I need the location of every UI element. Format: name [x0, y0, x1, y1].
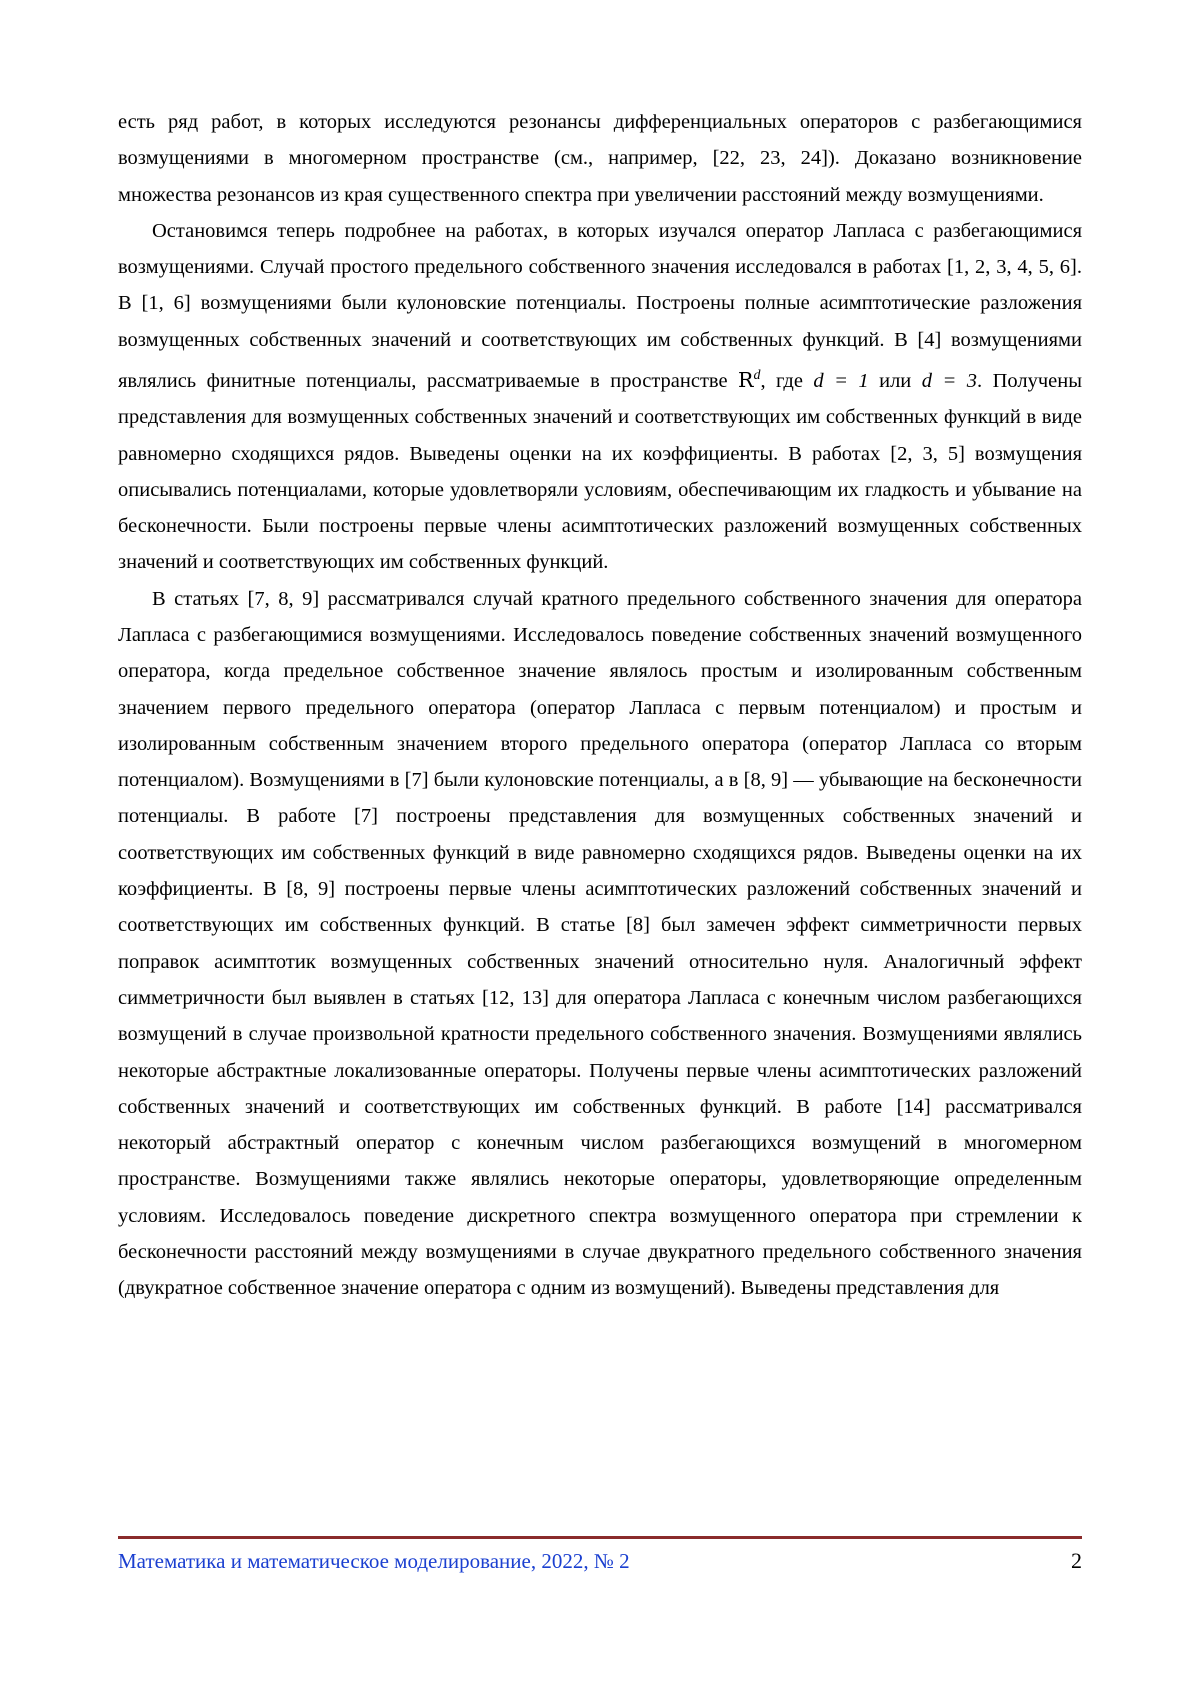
- page-content: [118, 104, 1082, 1307]
- math-space-exponent: d: [753, 368, 761, 384]
- page-footer: [118, 1548, 1082, 1574]
- footer-divider: [118, 1536, 1082, 1539]
- footer-journal-title: Математика и математическое моделирование, 2022, № 2: [118, 1549, 630, 1573]
- paragraph-1: есть ряд работ, в которых исследуются резонансы дифференциальных операторов с разбегающимися возмущениями в многомерном пространстве (см., например, [22, 23, 24]). Доказано возникновение множества резонансов из края существенного спектра при увеличении расстояний между возмущениями.: [118, 111, 1082, 206]
- math-space-symbol: [738, 367, 761, 392]
- paragraph-2-part-a: Остановимся теперь подробнее на работах, в которых изучался оператор Лапласа с разбегающимися возмущениями. Случай простого предельного собственного значения исследовался в работах [1, 2, 3, 4, 5, 6]. В [1, 6] возмущениями были кулоновские потенциалы. Построены полные асимптотические разложения возмущенных собственных значений и соответствующих им собственных функций. В [4] возмущениями являлись финитные потенциалы, рассматриваемые в пространстве: [118, 219, 1082, 392]
- paragraph-3: В статьях [7, 8, 9] рассматривался случай кратного предельного собственного значения для оператора Лапласа с разбегающимися возмущениями. Исследовалось поведение собственных значений возмущенного оператора, когда предельное собственное значение являлось простым и изолированным собственным значением первого предельного оператора (оператор Лапласа с первым потенциалом) и простым и изолированным собственным значением второго предельного оператора (оператор Лапласа со вторым потенциалом). Возмущениями в [7] были кулоновские потенциалы, а в [8, 9] — убывающие на бесконечности потенциалы. В работе [7] построены представления для возмущенных собственных значений и соответствующих им собственных функций в виде равномерно сходящихся рядов. Выведены оценки на их коэффициенты. В [8, 9] построены первые члены асимптотических разложений собственных значений и соответствующих им собственных функций. В статье [8] был замечен эффект симметричности первых поправок асимптотик возмущенных собственных значений относительно нуля. Аналогичный эффект симметричности был выявлен в статьях [12, 13] для оператора Лапласа с конечным числом разбегающихся возмущений в случае произвольной кратности предельного собственного значения. Возмущениями являлись некоторые абстрактные локализованные операторы. Получены первые члены асимптотических разложений собственных значений и соответствующих им собственных функций. В работе [14] рассматривался некоторый абстрактный оператор с конечным числом разбегающихся возмущений в многомерном пространстве. Возмущениями также являлись некоторые операторы, удовлетворяющие определенным условиям. Исследовалось поведение дискретного спектра возмущенного оператора при стремлении к бесконечности расстояний между возмущениями в случае двукратного предельного собственного значения (двукратное собственное значение оператора с одним из возмущений). Выведены представления для: [118, 587, 1082, 1300]
- footer-page-number: 2: [1071, 1548, 1082, 1573]
- blackboard-r-icon: R: [738, 367, 754, 392]
- paragraph-2-part-c: или: [868, 369, 922, 392]
- math-dim-case-1: d = 1: [813, 369, 869, 392]
- paragraph-2-part-b: , где: [760, 369, 814, 392]
- paragraph-2: [118, 213, 1082, 581]
- math-dim-case-2: d = 3: [921, 369, 977, 392]
- paragraph-2-part-d: . Получены представления для возмущенных собственных значений и соответствующих им собственных функций в виде равномерно сходящихся рядов. Выведены оценки на их коэффициенты. В работах [2, 3, 5] возмущения описывались потенциалами, которые удовлетворяли условиям, обеспечивающим их гладкость и убывание на бесконечности. Были построены первые члены асимптотических разложений возмущенных собственных значений и соответствующих им собственных функций.: [118, 369, 1082, 574]
